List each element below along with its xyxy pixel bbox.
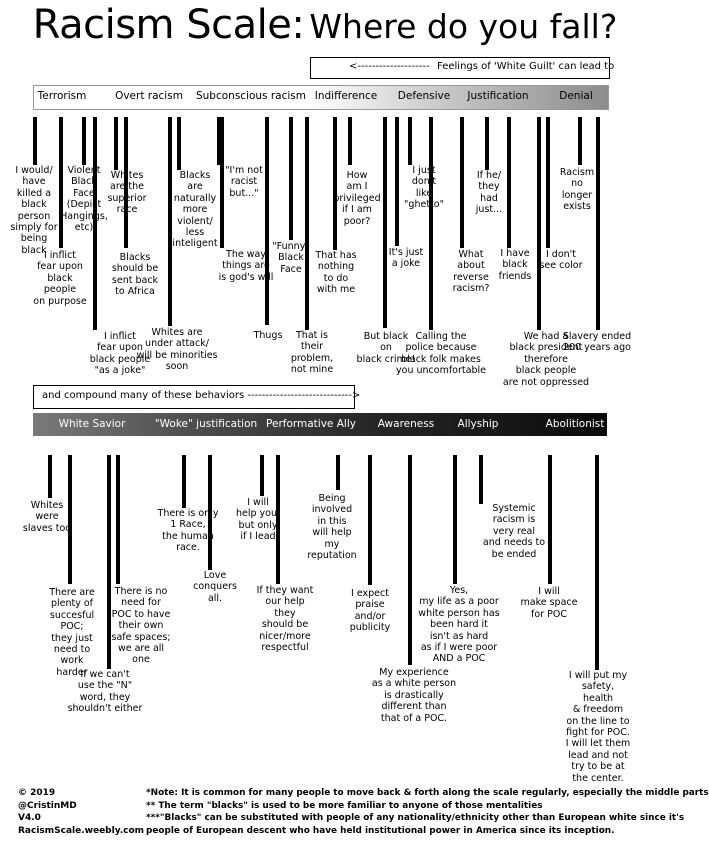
scale-tick bbox=[260, 455, 264, 496]
scale-note: Whites were slaves too bbox=[22, 500, 72, 534]
scale-tick bbox=[596, 117, 600, 330]
scale-label-performative-ally: Performative Ally bbox=[266, 418, 356, 430]
guilt-arrow: <-------------------- bbox=[349, 61, 430, 72]
footer-version: V4.0 bbox=[18, 813, 41, 823]
scale-note: Yes, my life as a poor white person has been hard it isn't as hard as if I were poor AND a POC bbox=[418, 585, 500, 665]
scale-tick bbox=[305, 117, 309, 330]
footer-note-2: ** The term "blacks" is used to be more familiar to anyone of those mentalities bbox=[146, 800, 543, 811]
scale-label-denial: Denial bbox=[559, 90, 593, 102]
scale-note: I inflict fear upon black people on purpose bbox=[33, 250, 87, 307]
scale-note: Love conquers all. bbox=[193, 570, 237, 604]
scale-note: Whites are the superior race bbox=[107, 170, 147, 216]
scale-tick bbox=[265, 117, 269, 325]
footer-note-3: ***"Blacks" can be substituted with people of any nationality/ethnicity other than European white since it's bbox=[146, 813, 685, 823]
scale-note: Whites are under attack/ will be minorities soon bbox=[136, 327, 218, 373]
scale-label-defensive: Defensive bbox=[397, 90, 451, 102]
scale-note: There is only 1 Race, the human race. bbox=[157, 508, 219, 554]
scale-note: If he/ they had just... bbox=[475, 170, 503, 216]
scale-note: I will put my safety, health & freedom on the line to fight for POC. I will let them lead and not try to be at the center. bbox=[565, 670, 631, 784]
scale-tick bbox=[48, 455, 52, 498]
scale-note: Blacks are naturally more violent/ less inteligent bbox=[172, 170, 218, 250]
scale-tick bbox=[578, 117, 582, 165]
scale-tick bbox=[485, 117, 489, 170]
scale-note: I don't see color bbox=[539, 249, 583, 272]
footer-website[interactable]: RacismScale.weebly.com bbox=[18, 825, 145, 836]
scale-tick bbox=[177, 117, 181, 170]
scale-label-abolitionist: Abolitionist bbox=[545, 418, 605, 430]
scale-note: "Funny" Black Face bbox=[272, 241, 310, 275]
title-main: Racism Scale: bbox=[32, 2, 305, 48]
scale-label-woke-justification: "Woke" justification bbox=[154, 418, 258, 430]
white-guilt-box bbox=[310, 57, 615, 79]
scale-note: There is no need for POC to have their own safe spaces; we are all one bbox=[111, 586, 171, 666]
footer-notes bbox=[146, 787, 709, 837]
scale-note: How am I privileged if I am poor? bbox=[333, 170, 381, 227]
scale-label-subconscious-racism: Subconscious racism bbox=[195, 90, 307, 102]
scale-note: The way things are is god's will bbox=[218, 249, 274, 283]
scale-label-justification: Justification bbox=[467, 90, 529, 102]
scale-label-indifference: Indifference bbox=[314, 90, 378, 102]
scale-tick bbox=[383, 117, 387, 328]
scale-tick bbox=[595, 455, 599, 670]
guilt-text: Feelings of 'White Guilt' can lead to bbox=[437, 61, 615, 72]
page-title bbox=[0, 2, 650, 48]
scale-note: I will help you, but only if I lead bbox=[235, 497, 281, 543]
footer-credits bbox=[18, 787, 144, 837]
scale-tick bbox=[107, 455, 111, 669]
scale-note: We had a black president therefore black people are not oppressed bbox=[502, 331, 590, 388]
scale-note: If they want our help they should be nicer/more respectful bbox=[256, 585, 314, 654]
scale-label-white-savior: White Savior bbox=[58, 418, 126, 430]
scale-label-terrorism: Terrorism bbox=[37, 90, 87, 102]
scale-note: I expect praise and/or publicity bbox=[349, 588, 391, 634]
scale-tick bbox=[33, 117, 37, 165]
scale-note: There are plenty of succesful POC; they just need to work harder bbox=[49, 587, 95, 678]
scale-tick bbox=[429, 117, 433, 330]
scale-note: Systemic racism is very real and needs to be ended bbox=[482, 503, 546, 560]
scale-note: Calling the police because black folk makes you uncomfortable bbox=[396, 331, 486, 377]
footer-note-1: *Note: It is common for many people to move back & forth along the scale regularly, especially the middle parts bbox=[146, 788, 709, 798]
scale-note: If we can't use the "N" word, they shouldn't either bbox=[67, 669, 143, 715]
scale-tick bbox=[182, 455, 186, 508]
scale-tick bbox=[408, 455, 412, 665]
scale-tick bbox=[408, 117, 412, 165]
scale-note: It's just a joke bbox=[388, 247, 424, 270]
scale-note: Being involved in this will help my reputation bbox=[307, 493, 357, 562]
scale-tick bbox=[116, 455, 120, 584]
scale-note: Violent Black Face (Depict Hangings, etc) bbox=[60, 165, 108, 234]
scale-tick bbox=[336, 455, 340, 490]
scale-note: Blacks should be sent back to Africa bbox=[111, 252, 159, 298]
scale-note: But black on black crime! bbox=[356, 331, 416, 365]
scale-tick bbox=[114, 117, 118, 170]
scale-label-awareness: Awareness bbox=[377, 418, 435, 430]
scale-tick bbox=[220, 117, 224, 248]
scale-tick bbox=[395, 117, 399, 246]
scale-note: Racism no longer exists bbox=[559, 167, 595, 213]
scale-tick bbox=[168, 117, 172, 326]
scale-tick bbox=[546, 117, 550, 248]
scale-tick bbox=[479, 455, 483, 504]
scale-note: That has nothing to do with me bbox=[315, 250, 357, 296]
footer-note-4: people of European descent who have held institutional power in America since its inception. bbox=[146, 825, 615, 836]
scale-tick bbox=[453, 455, 457, 584]
scale-label-overt-racism: Overt racism bbox=[115, 90, 183, 102]
scale-note: What about reverse racism? bbox=[452, 249, 490, 295]
compound-text: and compound many of these behaviors -----------------------------> bbox=[42, 390, 361, 401]
title-sub: Where do you fall? bbox=[309, 7, 618, 46]
scale-note: Slavery ended 200 years ago bbox=[562, 331, 632, 354]
footer-copyright: © 2019 bbox=[18, 788, 56, 798]
scale-tick bbox=[460, 117, 464, 248]
scale-tick bbox=[368, 455, 372, 585]
scale-note: I have black friends bbox=[498, 248, 532, 282]
scale-tick bbox=[348, 117, 352, 165]
scale-tick bbox=[507, 117, 511, 248]
scale-tick bbox=[82, 117, 86, 165]
scale-note: "I'm not racist but..." bbox=[225, 165, 263, 199]
scale-note: I would/ have killed a black person simply for being black bbox=[10, 165, 58, 256]
scale-note: I inflict fear upon black people "as a joke" bbox=[89, 331, 151, 377]
compound-behaviors-box bbox=[33, 385, 361, 409]
scale-note: That is their problem, not mine bbox=[290, 330, 334, 376]
scale-tick bbox=[289, 117, 293, 240]
footer-author: @CristinMD bbox=[18, 800, 77, 811]
scale-note: My experience as a white person is drastically different than that of a POC. bbox=[371, 667, 457, 724]
scale-label-allyship: Allyship bbox=[457, 418, 499, 430]
scale-tick bbox=[537, 117, 541, 330]
scale-note: Thugs bbox=[253, 330, 283, 341]
scale-tick bbox=[548, 455, 552, 584]
scale-note: I will make space for POC bbox=[520, 586, 578, 620]
scale-note: I just don't like "ghetto" bbox=[404, 165, 444, 211]
